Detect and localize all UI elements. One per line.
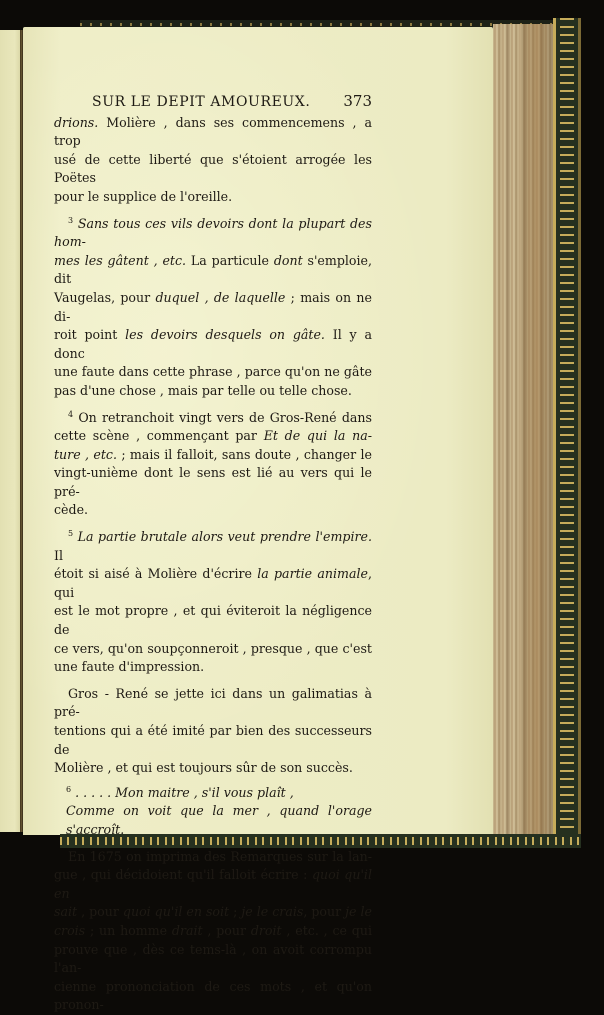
text-run: ; mais on ne di- (54, 289, 372, 324)
text-line (54, 922, 372, 941)
text-line (54, 602, 372, 639)
italic-text: drions. (54, 114, 99, 130)
text-run: , qui (54, 566, 372, 600)
italic-text: quoi qu'il en soit (122, 904, 230, 920)
italic-text: mes les gâtent , etc. (54, 252, 187, 268)
text-line (54, 528, 372, 565)
text-line (54, 114, 372, 151)
italic-text: Sans tous ces vils devoirs dont la plupart des hom- (54, 215, 372, 250)
italic-text: dont (273, 252, 303, 268)
text-run: usé de cette liberté que s'étoient arrogée les Poëtes (54, 151, 372, 186)
footnote-marker: 4 (68, 409, 74, 419)
italic-text: La partie brutale alors veut prendre l'empire. (77, 529, 372, 545)
body-text (54, 114, 372, 1015)
text-run: Molière , dans ses commencemens , a trop (54, 114, 372, 149)
text-run: On retranchoit vingt vers de Gros-René dans (78, 409, 372, 425)
page-text (54, 92, 372, 1015)
facing-page-edge (0, 30, 21, 832)
text-run: ; un homme (85, 922, 172, 938)
text-line (54, 363, 372, 382)
footnote-5 (54, 528, 372, 677)
text-run: Il (54, 547, 64, 563)
running-head-title: SUR LE DEPIT AMOUREUX. (92, 94, 311, 110)
text-line (54, 759, 372, 778)
page-fore-edge (493, 24, 553, 836)
text-line (54, 722, 372, 759)
text-run: Gros - René se jette ici dans un galimatias à pré- (54, 685, 372, 720)
footnote-3 (54, 215, 372, 401)
italic-text: ture , etc. (54, 446, 117, 462)
italic-text: Et de qui la na- (263, 428, 372, 444)
italic-text: la partie animale (257, 566, 368, 582)
footnote-marker: 6 (66, 784, 72, 794)
text-run: , pour (303, 904, 346, 920)
text-line (54, 685, 372, 722)
text-run: , pour (77, 904, 123, 920)
text-run: , pour (202, 922, 251, 938)
text-run: roit point (54, 327, 126, 343)
text-run: une faute dans cette phrase , parce qu'on ne gâte (54, 364, 372, 380)
footnote-marker: 3 (68, 215, 74, 225)
italic-text: Comme on voit que la mer , quand l'orage s'accroît. (66, 803, 372, 837)
text-line (54, 289, 372, 326)
text-line (54, 501, 372, 520)
text-run: Il y a donc (54, 327, 372, 361)
text-line (66, 784, 372, 803)
text-line (54, 658, 372, 677)
text-line (54, 978, 372, 1015)
italic-text: . . . . . Mon maitre , s'il vous plaît , (75, 784, 294, 800)
text-run: ce vers, qu'on soupçonneroit , presque , que c'est (54, 640, 372, 656)
italic-text: droit (250, 922, 282, 938)
text-run: pour le supplice de l'oreille. (54, 188, 233, 204)
text-line (54, 326, 372, 363)
text-run: Molière , et qui est toujours sûr de son succès. (54, 760, 353, 776)
text-line (54, 903, 372, 922)
text-line (54, 565, 372, 602)
text-run: Vaugelas, pour (54, 289, 156, 305)
italic-text: drait (171, 922, 203, 938)
text-run: s'emploie, dit (54, 252, 372, 287)
text-run: ; mais il falloit, sans doute , changer le (116, 446, 372, 462)
text-line (54, 382, 372, 401)
text-run: vingt-unième dont le sens est lié au vers qui le pré- (54, 465, 372, 499)
footnote-4 (54, 409, 372, 521)
text-line (54, 941, 372, 978)
text-line (54, 151, 372, 188)
paragraph (54, 685, 372, 778)
text-run: étoit si aisé à Molière d'écrire (54, 566, 258, 582)
text-run: ; (229, 904, 242, 920)
italic-text: je le (345, 904, 373, 920)
text-line (54, 866, 372, 903)
text-run: prouve que , dès ce tems-là , on avoit corrompu l'an- (54, 941, 372, 976)
text-line (54, 427, 372, 446)
italic-text: je le crais (241, 904, 304, 920)
running-head (92, 92, 372, 112)
text-line (54, 252, 372, 289)
italic-text: quoi qu'il en (54, 867, 372, 901)
text-run: pas d'une chose , mais par telle ou telle chose. (54, 382, 352, 398)
text-line (54, 464, 372, 501)
cover-right-border (553, 18, 581, 846)
text-line (54, 188, 372, 207)
text-run: cette scène , commençant par (54, 428, 264, 444)
text-line (54, 215, 372, 252)
italic-text: sait (54, 904, 78, 920)
paragraph (54, 848, 372, 1015)
text-run: La particule (186, 252, 274, 268)
text-run: En 1675 on imprima des Remarques sur la lan- (68, 848, 372, 864)
paragraph (54, 114, 372, 207)
footnote-6 (54, 784, 372, 840)
footnote-marker: 5 (68, 529, 74, 539)
text-run: , etc. , ce qui (281, 922, 372, 938)
text-run: est le mot propre , et qui éviteroit la négligence de (54, 603, 372, 638)
text-run: tentions qui a été imité par bien des successeurs de (54, 723, 372, 757)
text-run: cède. (54, 502, 89, 518)
text-run: une faute d'impression. (54, 659, 205, 675)
italic-text: duquel , de laquelle (155, 289, 286, 305)
italic-text: les devoirs desquels on gâte. (125, 327, 325, 343)
text-line (54, 409, 372, 428)
text-line (54, 446, 372, 465)
italic-text: crois (54, 922, 86, 938)
text-line (54, 640, 372, 659)
page-number: 373 (343, 92, 372, 110)
text-line (66, 802, 372, 839)
text-run: cienne prononciation de ces mots , et qu'on pronon- (54, 978, 372, 1013)
text-line (54, 848, 372, 867)
text-run: gue , qui décidoient qu'il falloit écrire : (54, 867, 312, 883)
